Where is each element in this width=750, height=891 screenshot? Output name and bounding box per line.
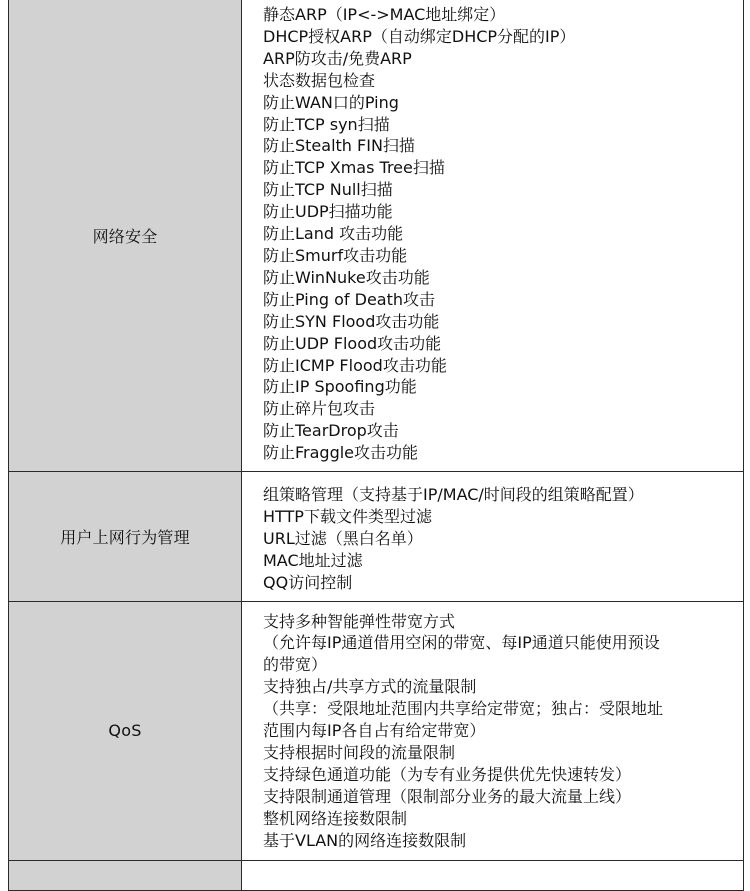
list-item: 防止Land 攻击功能	[263, 224, 404, 244]
row-content-partial	[242, 860, 744, 890]
row-content-qos	[242, 601, 744, 860]
feature-list-qos	[263, 611, 743, 852]
list-item: 防止TCP Null扫描	[263, 180, 393, 200]
list-item: 防止Stealth FIN扫描	[263, 136, 415, 156]
table-row-user-behavior-management	[9, 472, 744, 602]
list-item: 防止Smurf攻击功能	[263, 245, 408, 265]
list-item: QQ访问控制	[263, 572, 353, 592]
list-item: ARP防攻击/免费ARP	[263, 48, 412, 68]
list-item: 防止Fraggle攻击功能	[263, 443, 419, 463]
list-item: DHCP授权ARP（自动绑定DHCP分配的IP）	[263, 26, 576, 46]
list-item: 支持限制通道管理（限制部分业务的最大流量上线）	[263, 786, 632, 806]
list-item: 防止UDP Flood攻击功能	[263, 333, 442, 353]
table-row-network-security	[9, 0, 744, 472]
list-item: （允许每IP通道借用空闲的带宽、每IP通道只能使用预设	[263, 633, 660, 653]
list-item: 防止SYN Flood攻击功能	[263, 311, 440, 331]
list-item: 基于VLAN的网络连接数限制	[263, 830, 467, 850]
table-row-qos	[9, 601, 744, 860]
feature-list-network-security	[263, 4, 743, 464]
list-item: 支持根据时间段的流量限制	[263, 743, 456, 762]
list-item: 防止IP Spoofing功能	[263, 377, 417, 397]
row-label-network-security: 网络安全	[9, 0, 242, 472]
list-item: MAC地址过滤	[263, 550, 363, 570]
list-item: 防止TearDrop攻击	[263, 421, 399, 441]
row-label-user-behavior-management: 用户上网行为管理	[9, 472, 242, 602]
spec-table	[8, 0, 744, 891]
row-content-user-behavior-management	[242, 472, 744, 602]
list-item: 防止UDP扫描功能	[263, 202, 393, 222]
list-item: 防止碎片包攻击	[263, 399, 376, 419]
list-item: 防止WAN口的Ping	[263, 92, 399, 112]
feature-list-user-behavior-management	[263, 484, 743, 594]
list-item: 静态ARP（IP<->MAC地址绑定）	[263, 5, 506, 24]
list-item: 状态数据包检查	[263, 70, 376, 90]
row-content-network-security	[242, 0, 744, 472]
list-item: 防止Ping of Death攻击	[263, 289, 436, 309]
list-item: 范围内每IP各自占有给定带宽）	[263, 721, 486, 741]
list-item: HTTP下载文件类型过滤	[263, 506, 432, 526]
list-item: 支持绿色通道功能（为专有业务提供优先快速转发）	[263, 764, 632, 784]
list-item: 防止TCP syn扫描	[263, 114, 390, 134]
list-item: 组策略管理（支持基于IP/MAC/时间段的组策略配置）	[263, 485, 644, 505]
list-item: URL过滤（黑白名单）	[263, 528, 423, 548]
list-item: 支持独占/共享方式的流量限制	[263, 677, 477, 697]
list-item: 的带宽）	[263, 655, 328, 675]
list-item: 支持多种智能弹性带宽方式	[263, 611, 456, 631]
list-item: （共享：受限地址范围内共享给定带宽；独占：受限地址	[263, 699, 664, 719]
list-item: 防止TCP Xmas Tree扫描	[263, 158, 445, 178]
list-item: 整机网络连接数限制	[263, 808, 408, 828]
list-item: 防止WinNuke攻击功能	[263, 267, 430, 287]
row-label-partial	[9, 860, 242, 890]
list-item: 防止ICMP Flood攻击功能	[263, 355, 447, 375]
table-row-partial	[9, 860, 744, 890]
row-label-qos: QoS	[9, 601, 242, 860]
